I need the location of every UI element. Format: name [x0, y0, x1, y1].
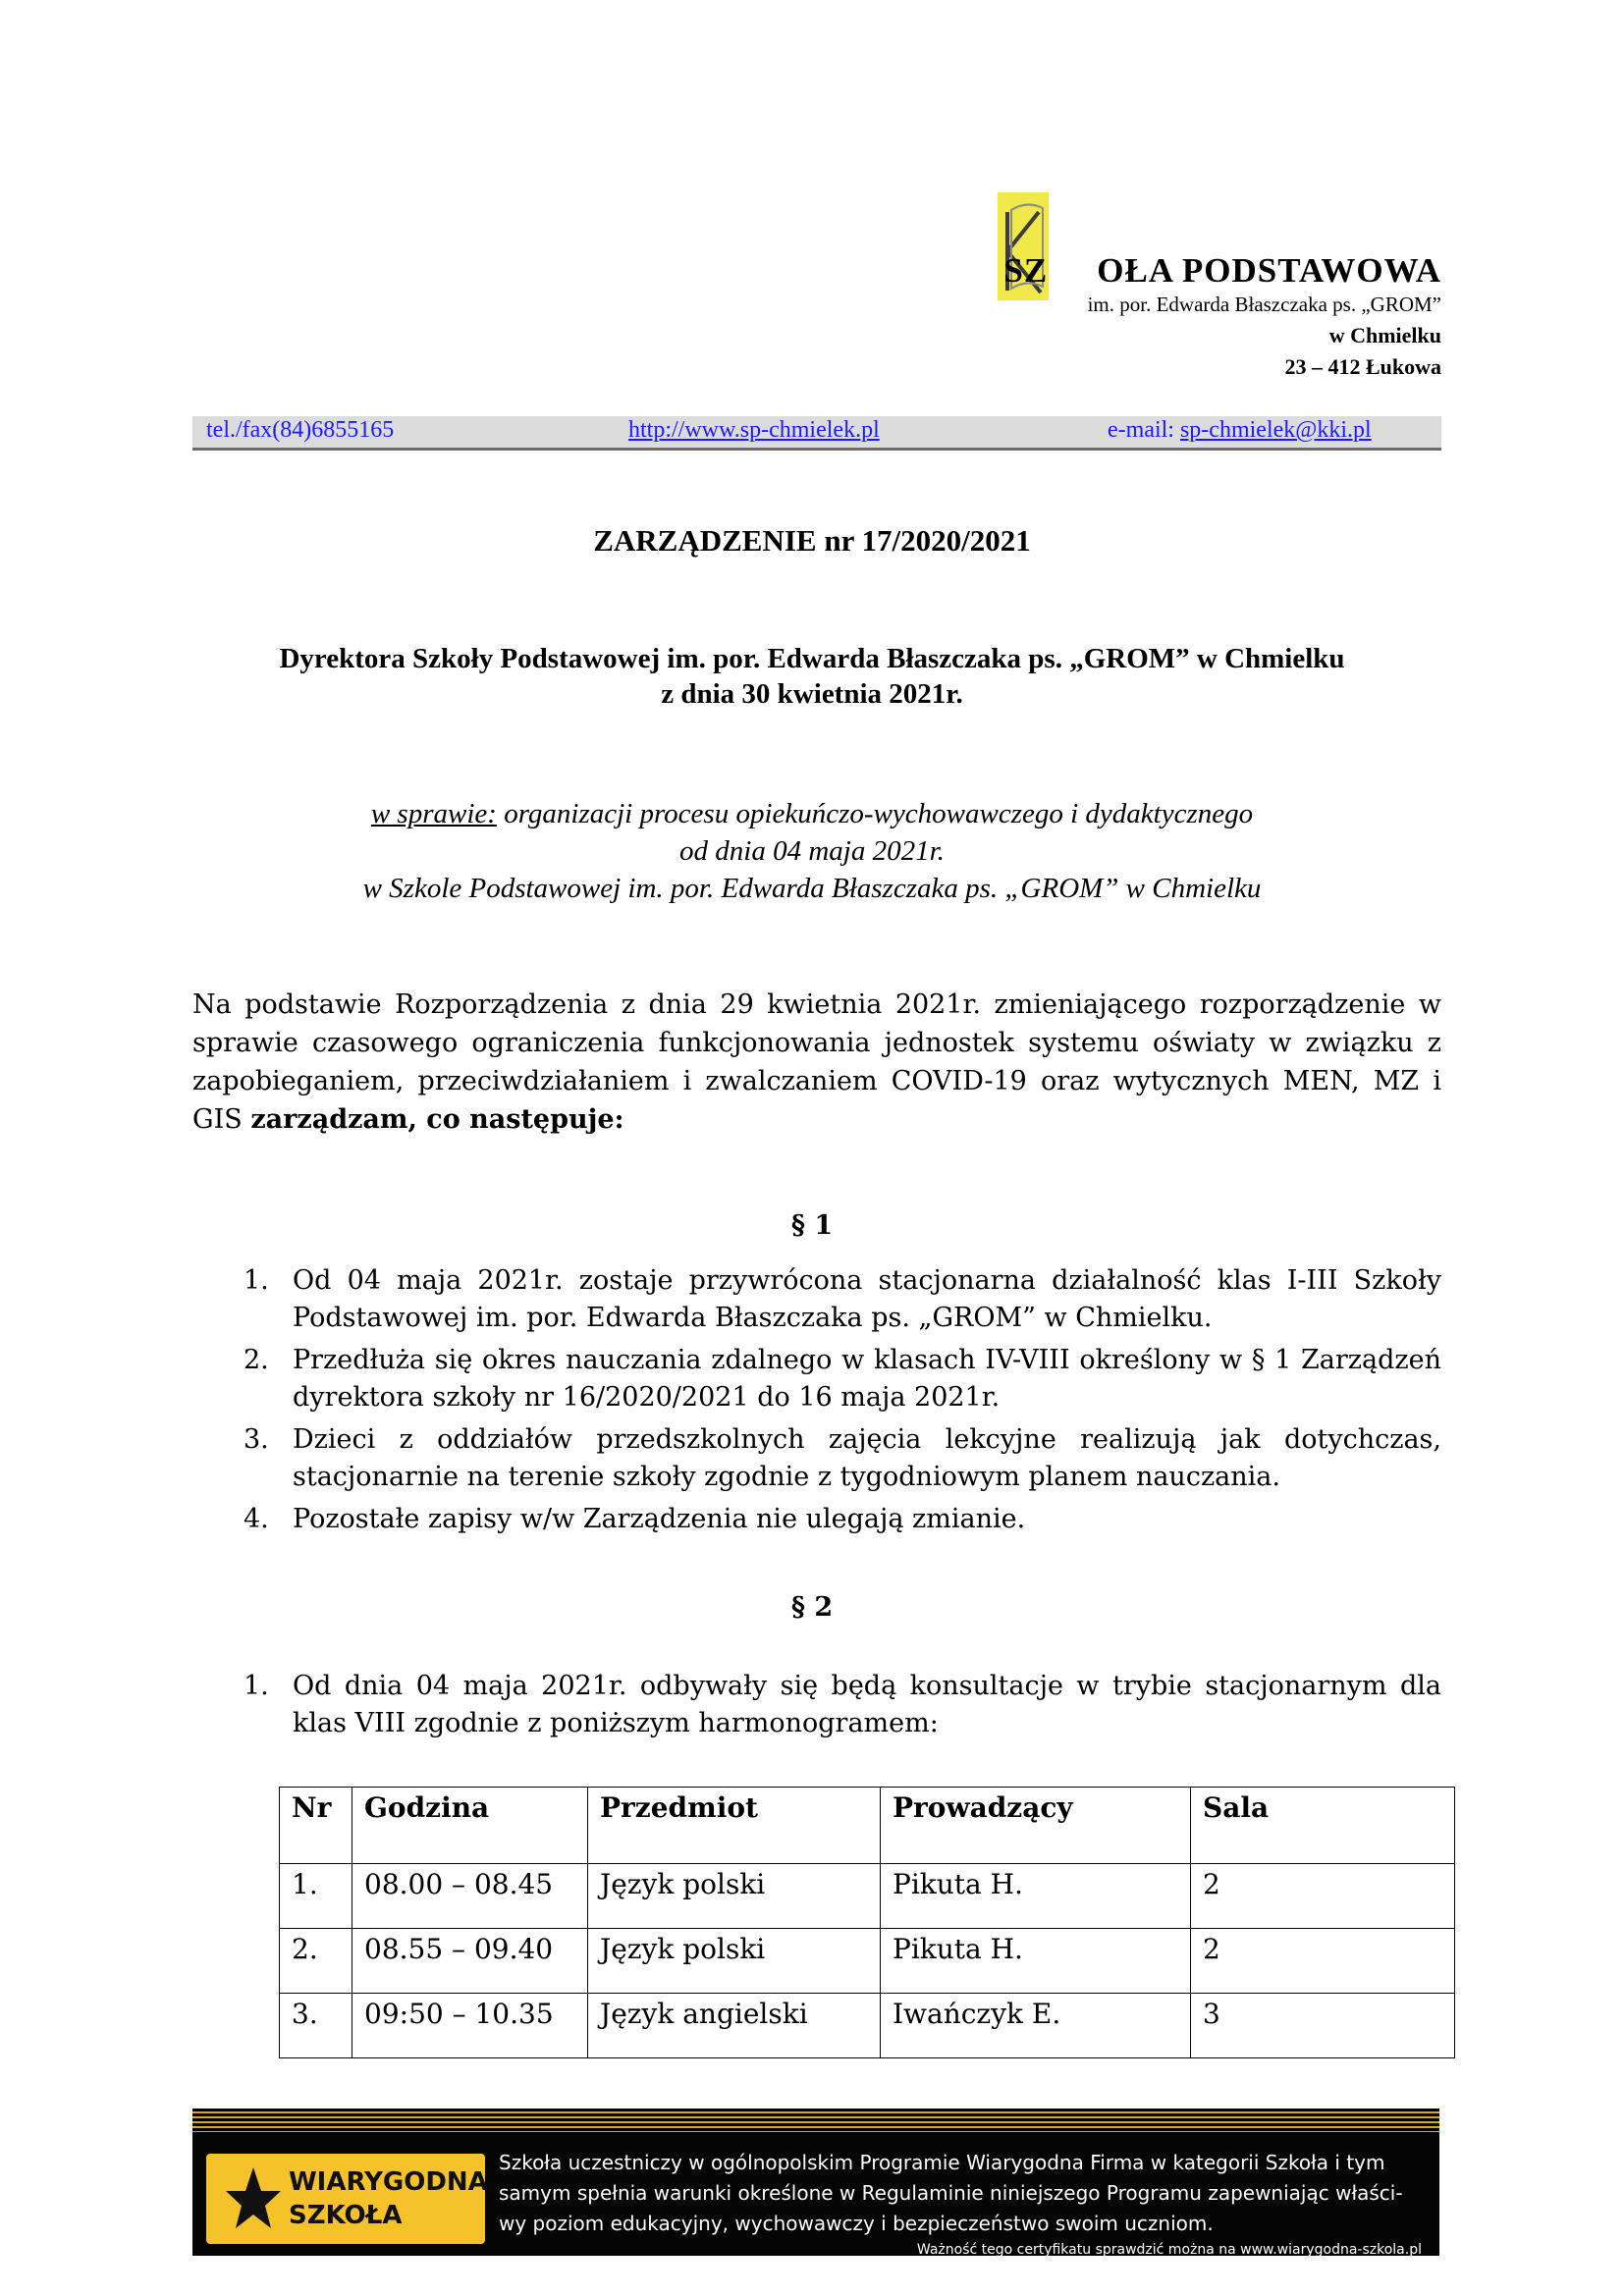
table-row: [280, 1864, 1455, 1929]
list-item: [192, 1342, 1441, 1416]
school-patron: im. por. Edwarda Błaszczaka ps. „GROM”: [1087, 293, 1441, 316]
cell-sala: 2: [1191, 1864, 1455, 1929]
item-number: 1.: [244, 1265, 269, 1296]
legal-basis-bold: zarządzam, co następuje:: [250, 1104, 624, 1135]
trusted-school-badge: [206, 2154, 488, 2244]
legal-basis-text: Na podstawie Rozporządzenia z dnia 29 kwietnia 2021r. zmieniającego rozporządzenie w sprawie czasowego ograniczenia funkcjonowania jednostek systemu oświaty w związku z zapobieganiem, przeciwdziałaniem i zwalczaniem COVID-19 oraz wytycznych MEN, MZ i GIS: [192, 989, 1441, 1135]
subject-line-1: [0, 795, 1624, 832]
item-text: Od 04 maja 2021r. zostaje przywrócona stacjonarna działalność klas I-III Szkoły Podstawowej im. por. Edwarda Błaszczaka ps. „GROM” w Chmielku.: [293, 1265, 1441, 1333]
item-number: 1.: [244, 1671, 269, 1701]
subject-label: w sprawie:: [370, 798, 497, 829]
cell-sala: 2: [1191, 1929, 1455, 1994]
subject-line-2: od dnia 04 maja 2021r.: [679, 835, 945, 867]
item-number: 3.: [244, 1424, 269, 1455]
cell-godzina: 08.55 – 09.40: [352, 1929, 588, 1994]
header-godzina: Godzina: [352, 1788, 588, 1864]
legal-basis-paragraph: [192, 986, 1441, 1139]
header-nr: Nr: [280, 1788, 352, 1864]
item-text: Dzieci z oddziałów przedszkolnych zajęcia lekcyjne realizują jak dotychczas, stacjonarnie na terenie szkoły zgodnie z tygodniowym planem nauczania.: [293, 1424, 1441, 1492]
phone-text: tel./fax(84)6855165: [206, 417, 395, 443]
subject-line-3: w Szkole Podstawowej im. por. Edwarda Błaszczaka ps. „GROM” w Chmielku: [362, 873, 1262, 904]
cell-godzina: 08.00 – 08.45: [352, 1864, 588, 1929]
certificate-line-2: samym spełnia warunki określone w Regulaminie niniejszego Programu zapewniając właści-: [499, 2181, 1403, 2205]
contact-bar: [192, 416, 1441, 451]
header-sala: Sala: [1191, 1788, 1455, 1864]
certificate-verify-note: Ważność tego certyfikatu sprawdzić można na www.wiarygodna-szkola.pl: [916, 2242, 1422, 2258]
item-number: 4.: [244, 1504, 269, 1534]
school-postal: 23 – 412 Łukowa: [1284, 354, 1441, 379]
certificate-banner: [192, 2109, 1439, 2256]
document-title: ZARZĄDZENIE nr 17/2020/2021: [593, 523, 1031, 558]
email-text: [1108, 417, 1372, 444]
school-address-block: [1003, 251, 1441, 380]
list-item: [192, 1501, 1441, 1538]
item-text: Od dnia 04 maja 2021r. odbywały się będą konsultacje w trybie stacjonarnym dla klas VIII zgodnie z poniższym harmonogramem:: [293, 1671, 1441, 1738]
school-name: SZ OŁA PODSTAWOWA: [1003, 251, 1441, 290]
consultation-schedule-table: [279, 1787, 1455, 2058]
certificate-line-3: wy poziom edukacyjny, wychowawczy i bezpieczeństwo swoim uczniom.: [499, 2212, 1214, 2235]
cell-przedmiot: Język polski: [588, 1864, 881, 1929]
header-prowadzacy: Prowadzący: [881, 1788, 1191, 1864]
section-2-list: [192, 1668, 1441, 1747]
cell-sala: 3: [1191, 1994, 1455, 2058]
item-text: Pozostałe zapisy w/w Zarządzenia nie ulegają zmianie.: [293, 1504, 1026, 1534]
cell-prowadzacy: Pikuta H.: [881, 1929, 1191, 1994]
subject-text: organizacji procesu opiekuńczo-wychowawczego i dydaktycznego: [496, 798, 1254, 829]
website-link[interactable]: http://www.sp-chmielek.pl: [628, 417, 880, 443]
cell-nr: 3.: [280, 1994, 352, 2058]
section-1-heading: § 1: [790, 1210, 834, 1241]
table-header-row: [280, 1788, 1455, 1864]
list-item: [192, 1262, 1441, 1337]
cell-prowadzacy: Pikuta H.: [881, 1864, 1191, 1929]
cell-przedmiot: Język polski: [588, 1929, 881, 1994]
cell-przedmiot: Język angielski: [588, 1994, 881, 2058]
cell-godzina: 09:50 – 10.35: [352, 1994, 588, 2058]
issuer-line: Dyrektora Szkoły Podstawowej im. por. Edwarda Błaszczaka ps. „GROM” w Chmielku: [279, 643, 1345, 674]
school-town: w Chmielku: [1328, 323, 1441, 347]
list-item: [192, 1421, 1441, 1496]
issuer-block: [0, 641, 1624, 712]
list-item: [192, 1668, 1441, 1742]
badge-title-line-2: SZKOŁA: [289, 2201, 403, 2230]
star-icon: [224, 2163, 283, 2232]
badge-title-line-1: WIARYGODNA: [289, 2167, 488, 2197]
table-row: [280, 1929, 1455, 1994]
section-2-heading: § 2: [790, 1592, 834, 1623]
table-row: [280, 1994, 1455, 2058]
item-text: Przedłuża się okres nauczania zdalnego w klasach IV-VIII określony w § 1 Zarządzeń dyrektora szkoły nr 16/2020/2021 do 16 maja 2021r.: [293, 1345, 1441, 1413]
banner-stripes: [192, 2109, 1439, 2132]
certificate-line-1: Szkoła uczestniczy w ogólnopolskim Programie Wiarygodna Firma w kategorii Szkoła i tym: [499, 2151, 1385, 2174]
section-1-list: [192, 1262, 1441, 1543]
email-label: e-mail:: [1108, 417, 1180, 443]
subject-block: [0, 795, 1624, 907]
certificate-text: [499, 2148, 1422, 2239]
cell-nr: 1.: [280, 1864, 352, 1929]
header-przedmiot: Przedmiot: [588, 1788, 881, 1864]
cell-nr: 2.: [280, 1929, 352, 1994]
item-number: 2.: [244, 1345, 269, 1375]
cell-prowadzacy: Iwańczyk E.: [881, 1994, 1191, 2058]
issue-date: z dnia 30 kwietnia 2021r.: [661, 678, 963, 710]
email-link[interactable]: sp-chmielek@kki.pl: [1179, 417, 1372, 443]
